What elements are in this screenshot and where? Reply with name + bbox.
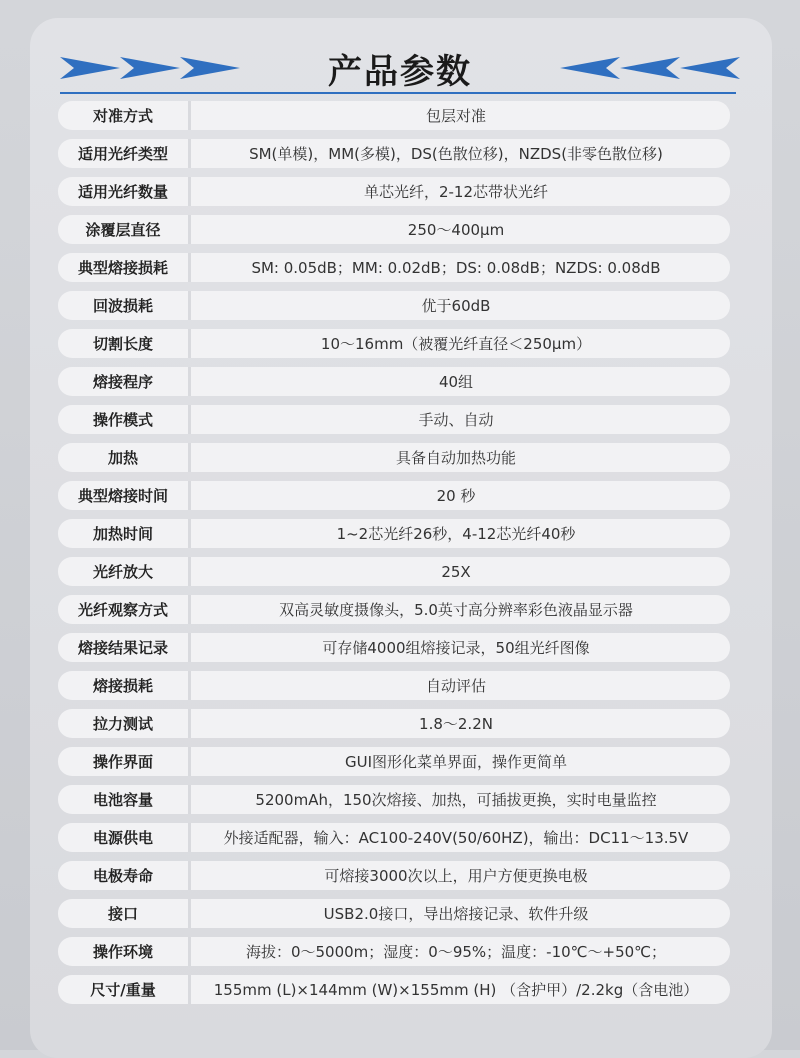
spec-label: 操作模式 [92,411,153,429]
spec-value: 优于60dB [421,297,491,315]
spec-separator [188,975,191,1004]
spec-label: 熔接损耗 [92,677,153,695]
spec-label: 适用光纤数量 [77,183,168,201]
spec-value: 自动评估 [425,677,486,695]
right-arrows-icon [560,55,740,81]
spec-row [58,291,730,320]
spec-value: USB2.0接口，导出熔接记录、软件升级 [323,905,589,923]
spec-separator [188,861,191,890]
spec-row [58,823,730,852]
spec-value: 海拔：0～5000m；湿度：0～95%；温度：-10℃～+50℃； [245,943,667,961]
spec-value: SM(单模)，MM(多模)，DS(色散位移)，NZDS(非零色散位移) [249,145,663,163]
header-divider [60,92,736,94]
spec-row [58,975,730,1004]
spec-separator [188,823,191,852]
spec-separator [188,139,191,168]
spec-row [58,177,730,206]
spec-separator [188,709,191,738]
spec-separator [188,595,191,624]
spec-value: 可熔接3000次以上，用户方便更换电极 [324,867,588,885]
spec-label: 熔接程序 [92,373,153,391]
spec-value: 10～16mm（被覆光纤直径＜250μm） [320,335,592,353]
spec-value: 具备自动加热功能 [395,449,516,467]
spec-row [58,785,730,814]
spec-label: 拉力测试 [92,715,153,733]
spec-row [58,405,730,434]
spec-separator [188,899,191,928]
spec-separator [188,291,191,320]
spec-label: 电极寿命 [92,867,153,885]
spec-separator [188,937,191,966]
spec-separator [188,329,191,358]
spec-row [58,861,730,890]
spec-separator [188,367,191,396]
spec-label: 适用光纤类型 [77,145,168,163]
spec-row [58,367,730,396]
spec-row [58,139,730,168]
spec-row [58,595,730,624]
spec-row [58,937,730,966]
spec-row [58,101,730,130]
spec-separator [188,633,191,662]
spec-separator [188,177,191,206]
spec-label: 操作环境 [92,943,153,961]
spec-label: 典型熔接损耗 [77,259,168,277]
spec-label: 光纤观察方式 [77,601,168,619]
spec-label: 回波损耗 [92,297,153,315]
spec-separator [188,785,191,814]
spec-separator [188,481,191,510]
spec-value: 包层对准 [425,107,486,125]
spec-value: 单芯光纤，2-12芯带状光纤 [363,183,549,201]
spec-value: 20 秒 [436,487,476,505]
spec-label: 熔接结果记录 [77,639,168,657]
spec-separator [188,405,191,434]
spec-row [58,709,730,738]
spec-label: 涂覆层直径 [85,221,161,239]
spec-separator [188,215,191,244]
spec-value: 5200mAh，150次熔接、加热，可插拔更换，实时电量监控 [255,791,657,809]
spec-separator [188,519,191,548]
spec-label: 典型熔接时间 [77,487,168,505]
spec-value: 40组 [438,373,474,391]
spec-value: 1.8～2.2N [419,715,493,733]
spec-separator [188,253,191,282]
spec-row [58,633,730,662]
spec-value: 双高灵敏度摄像头，5.0英寸高分辨率彩色液晶显示器 [279,601,633,619]
header [0,0,800,100]
spec-value: 250～400μm [407,221,505,239]
spec-value: 25X [441,562,471,581]
spec-row [58,443,730,472]
spec-row [58,253,730,282]
spec-table [58,101,730,1013]
spec-label: 接口 [107,905,138,923]
spec-separator [188,557,191,586]
spec-value: 1~2芯光纤26秒，4-12芯光纤40秒 [336,525,576,543]
spec-row [58,671,730,700]
spec-row [58,899,730,928]
spec-row [58,747,730,776]
spec-label: 操作界面 [92,753,153,771]
spec-label: 电源供电 [92,829,153,847]
spec-row [58,215,730,244]
spec-row [58,519,730,548]
spec-label: 切割长度 [92,335,153,353]
spec-separator [188,443,191,472]
spec-label: 尺寸/重量 [90,981,156,999]
spec-separator [188,671,191,700]
spec-separator [188,747,191,776]
spec-row [58,329,730,358]
spec-value: 155mm (L)×144mm (W)×155mm (H) （含护甲）/2.2kg（含电池） [213,981,699,999]
spec-row [58,481,730,510]
spec-label: 电池容量 [92,791,153,809]
spec-label: 光纤放大 [92,563,153,581]
spec-row [58,557,730,586]
spec-value: 手动、自动 [418,411,494,429]
spec-value: GUI图形化菜单界面，操作更简单 [344,753,568,771]
spec-value: 外接适配器，输入：AC100-240V(50/60HZ)，输出：DC11～13.5V [223,829,689,847]
page-title: 产品参数 [328,52,472,92]
spec-separator [188,101,191,130]
spec-value: 可存储4000组熔接记录，50组光纤图像 [322,639,590,657]
spec-value: SM: 0.05dB；MM: 0.02dB；DS: 0.08dB；NZDS: 0.08dB [251,259,661,277]
spec-label: 加热时间 [92,525,153,543]
spec-label: 对准方式 [92,107,153,125]
spec-label: 加热 [107,449,138,467]
